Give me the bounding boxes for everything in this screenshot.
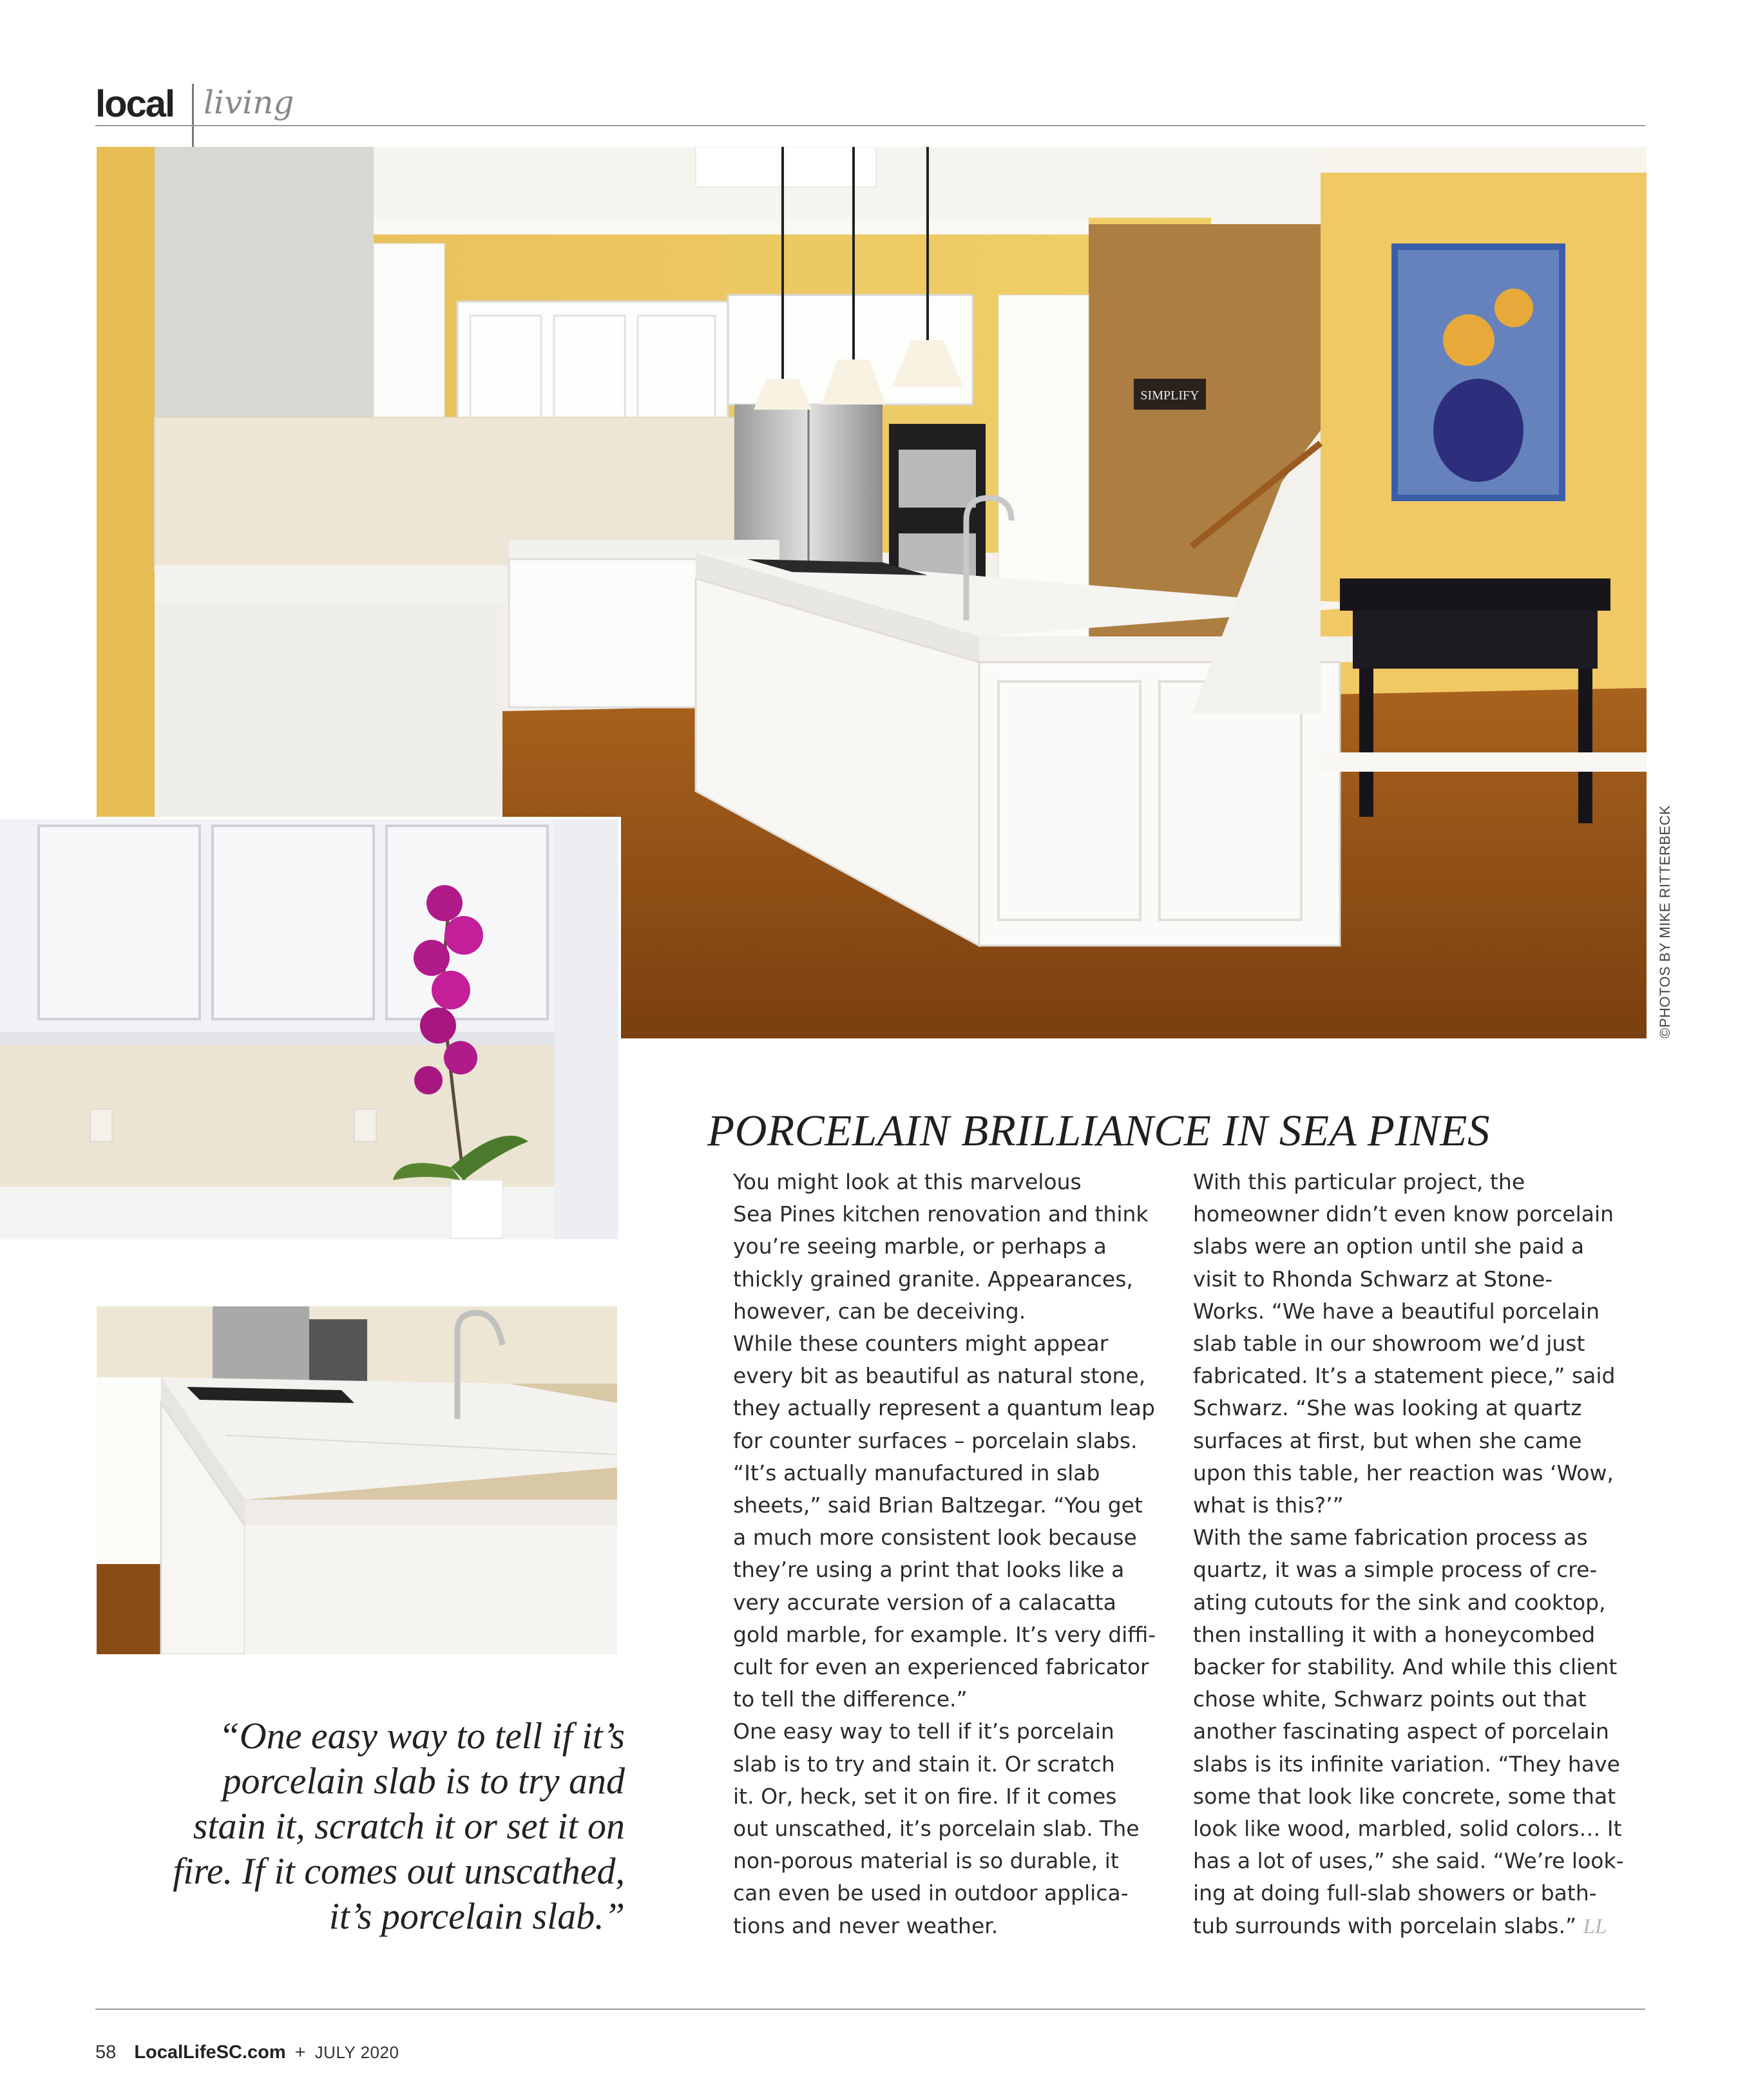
text-line: slabs were an option until she paid a [1193,1234,1585,1259]
article-column-2 [1169,1166,1624,1943]
section-label: living [204,84,294,121]
text-line: non-porous material is so durable, it [733,1848,1119,1874]
footer-separator: + [294,2042,306,2063]
text-line: visit to Rhonda Schwarz at Stone- [1193,1266,1553,1292]
text-line: cult for even an experienced fabricator [733,1654,1149,1680]
text-line: out unscathed, it’s porcelain slab. The [733,1816,1140,1842]
text-line: they actually represent a quantum leap [733,1395,1155,1421]
orchid-illustration [0,819,618,1239]
orchid-inset-photo [0,817,621,1239]
text-line: Sea Pines kitchen renovation and think [733,1201,1149,1227]
text-line: every bit as beautiful as natural stone, [733,1363,1146,1389]
article-title: PORCELAIN BRILLIANCE IN SEA PINES [707,1106,1491,1155]
article-column-1 [709,1166,1156,1942]
publication-logo: local [95,83,175,125]
text-line: fabricated. It’s a statement piece,” said [1193,1363,1616,1389]
text-line: One easy way to tell if it’s porcelain [733,1719,1114,1744]
photo-credit: ©PHOTOS BY MIKE RITTERBECK [1657,805,1673,1038]
text-line: another fascinating aspect of porcelain [1193,1719,1609,1744]
footer-rule [95,2009,1645,2010]
text-line: gold marble, for example. It’s very diffi- [733,1621,1156,1647]
text-line: they’re using a print that looks like a [733,1557,1125,1583]
paragraph [709,1328,1155,1457]
text-line: has a lot of uses,” she said. “We’re look- [1193,1848,1624,1874]
text-line: for counter surfaces – porcelain slabs. [733,1427,1138,1453]
last-text-line [1169,1910,1607,1943]
text-line: You might look at this marvelous [733,1169,1082,1194]
text-line: to tell the difference.” [733,1686,968,1712]
text-line: it. Or, heck, set it on fire. If it comes [733,1783,1117,1809]
pull-quote-line: stain it, scratch it or set it on [193,1805,625,1847]
text-line: you’re seeing marble, or perhaps a [733,1234,1107,1259]
pull-quote-line: it’s porcelain slab.” [329,1895,625,1937]
island-illustration [97,1306,617,1654]
text-line: “It’s actually manufactured in slab [733,1460,1100,1485]
text-line: then installing it with a honeycombed [1193,1621,1596,1647]
header-rule [95,125,1645,126]
text-line: slab is to try and stain it. Or scratch [733,1751,1115,1777]
island-inset-photo [97,1306,617,1654]
paragraph [1169,1166,1616,1522]
text-line: Schwarz. “She was looking at quartz [1193,1395,1582,1421]
text-line: sheets,” said Brian Baltzegar. “You get [733,1493,1143,1518]
text-line: tions and never weather. [733,1913,998,1938]
text-line: With the same fabrication process as [1193,1525,1588,1551]
text-line: chose white, Schwarz points out that [1193,1686,1587,1712]
text-line: ing at doing full-slab showers or bath- [1193,1880,1597,1906]
text-line: surfaces at first, but when she came [1193,1427,1582,1453]
text-line: some that look like concrete, some that [1193,1783,1616,1809]
text-line: tub surrounds with porcelain slabs.” [1193,1913,1577,1938]
page-footer [95,2042,399,2063]
pull-quote-line: fire. If it comes out unscathed, [173,1850,625,1892]
text-line: can even be used in outdoor applica- [733,1880,1129,1906]
text-line: homeowner didn’t even know porcelain [1193,1201,1614,1227]
wall-sign-text: SIMPLIFY [1140,388,1199,403]
text-line: backer for stability. And while this client [1193,1654,1618,1680]
end-mark: LL [1583,1914,1607,1938]
text-line: very accurate version of a calacatta [733,1589,1116,1615]
paragraph [709,1457,1156,1716]
pull-quote-line: porcelain slab is to try and [222,1760,625,1802]
text-line: what is this?’” [1193,1493,1344,1518]
text-line: slabs is its infinite variation. “They have [1193,1751,1620,1777]
pull-quote-line: “One easy way to tell if it’s [218,1715,625,1757]
paragraph [709,1166,1149,1328]
text-line: however, can be deceiving. [733,1298,1026,1324]
text-line: slab table in our showroom we’d just [1193,1331,1585,1357]
page-number: 58 [95,2042,117,2063]
text-line: ating cutouts for the sink and cooktop, [1193,1589,1606,1615]
pull-quote [129,1713,625,1939]
text-line: While these counters might appear [733,1331,1109,1357]
issue-date: JULY 2020 [314,2043,399,2062]
paragraph [1169,1522,1624,1943]
text-line: thickly grained granite. Appearances, [733,1266,1133,1292]
text-line: a much more consistent look because [733,1525,1137,1551]
text-line: quartz, it was a simple process of cre- [1193,1557,1598,1583]
paragraph [709,1715,1140,1942]
site-link[interactable]: LocalLifeSC.com [134,2042,286,2063]
text-line: Works. “We have a beautiful porcelain [1193,1298,1600,1324]
text-line: look like wood, marbled, solid colors… It [1193,1816,1622,1842]
text-line: With this particular project, the [1193,1169,1525,1194]
text-line: upon this table, her reaction was ‘Wow, [1193,1460,1614,1485]
